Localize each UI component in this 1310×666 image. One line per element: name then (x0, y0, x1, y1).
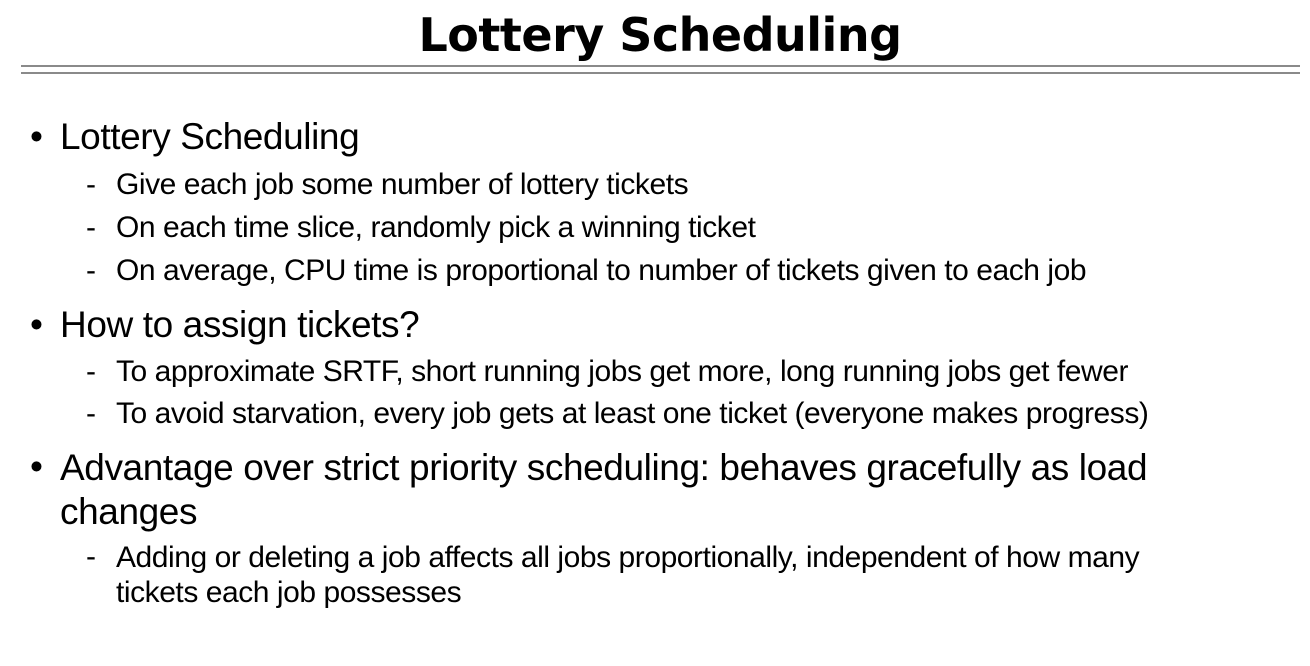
bullet-icon: • (30, 446, 43, 487)
bullet-icon: • (30, 304, 43, 345)
bullet-text: How to assign tickets? (60, 304, 420, 345)
bullet-icon-holder (30, 446, 60, 488)
dash-icon: - (86, 540, 96, 573)
bullet-lottery-scheduling (30, 116, 359, 158)
sub-item-text: To avoid starvation, every job gets at least one ticket (everyone makes progress) (116, 397, 1149, 430)
sub-item-text: To approximate SRTF, short running jobs get more, long running jobs get fewer (116, 355, 1129, 388)
dash-icon: - (86, 168, 96, 201)
dash-icon: - (86, 254, 96, 287)
sub-item-text: On each time slice, randomly pick a winning ticket (116, 211, 756, 244)
sub-item (86, 397, 1148, 431)
dash-icon: - (86, 211, 96, 244)
title-rule-bottom (21, 72, 1300, 74)
dash-icon: - (86, 355, 96, 388)
sub-item-text: Adding or deleting a job affects all jobs proportionally, independent of how many tickets each job possesses (116, 541, 1140, 609)
dash-icon: - (86, 397, 96, 430)
sub-item (86, 254, 1086, 288)
title-rule-top (21, 65, 1300, 67)
bullet-text: Lottery Scheduling (60, 116, 360, 157)
sub-item (86, 168, 688, 202)
sub-item-text: Give each job some number of lottery tickets (116, 168, 689, 201)
dash-holder (86, 540, 116, 574)
sub-item-text: On average, CPU time is proportional to number of tickets given to each job (116, 254, 1087, 287)
sub-item (86, 211, 755, 245)
bullet-icon: • (30, 116, 43, 157)
slide-title: Lottery Scheduling (418, 8, 902, 62)
sub-item (86, 355, 1128, 389)
bullet-advantage: Advantage over strict priority scheduling: behaves gracefully as load changes (60, 447, 1148, 532)
bullet-assign-tickets (30, 304, 419, 346)
